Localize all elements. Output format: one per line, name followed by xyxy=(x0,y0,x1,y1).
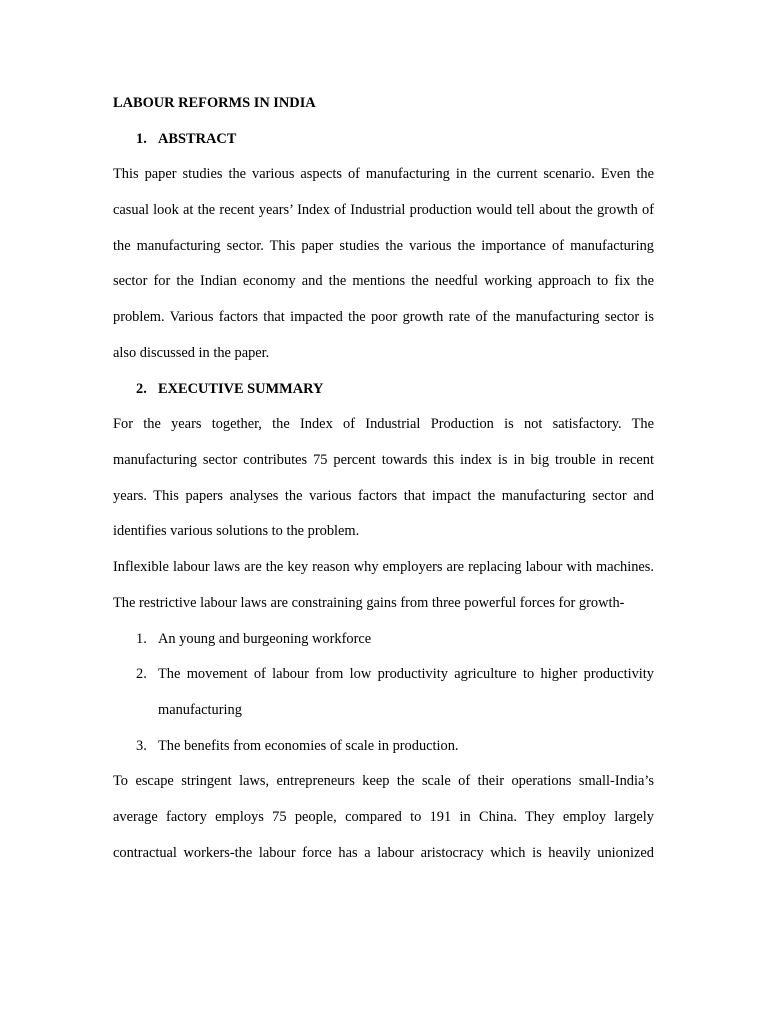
list-item-text: The movement of labour from low productivity agriculture to higher productivity manufacturing xyxy=(158,666,654,718)
growth-forces-list xyxy=(113,622,654,765)
section-heading-text: ABSTRACT xyxy=(158,130,237,147)
document-title: LABOUR REFORMS IN INDIA xyxy=(113,95,316,111)
section-number: 2. xyxy=(136,380,147,397)
abstract-paragraph: This paper studies the various aspects of manufacturing in the current scenario. Even the casual look at the recent years’ Index of Industrial production would tell about the growth of the manufacturing sector. This paper studies the various the importance of manufacturing sector for the Indian economy and the mentions the needful working approach to fix the problem. Various factors that impacted the poor growth rate of the manufacturing sector is also discussed in the paper. xyxy=(113,166,654,361)
section-number: 1. xyxy=(136,130,147,147)
section-heading-text: EXECUTIVE SUMMARY xyxy=(158,380,324,397)
list-item xyxy=(113,622,654,658)
section-heading-executive-summary xyxy=(113,372,654,408)
section-heading-abstract xyxy=(113,122,654,158)
summary-paragraph: To escape stringent laws, entrepreneurs keep the scale of their operations small-India’s average factory employs 75 people, compared to 191 in China. They employ largely contractual workers-the labour force has a labour aristocracy which is heavily unionized xyxy=(113,773,654,861)
summary-paragraph: For the years together, the Index of Industrial Production is not satisfactory. The manufacturing sector contributes 75 percent towards this index is in big trouble in recent years. This papers analyses the various factors that impact the manufacturing sector and identifies various solutions to the problem. xyxy=(113,416,654,540)
list-item xyxy=(113,729,654,765)
list-item-number: 3. xyxy=(136,737,147,754)
list-item-number: 1. xyxy=(136,630,147,647)
list-item-text: An young and burgeoning workforce xyxy=(158,630,372,647)
list-item xyxy=(113,657,654,728)
list-item-text: The benefits from economies of scale in production. xyxy=(158,737,459,754)
summary-paragraph: Inflexible labour laws are the key reason why employers are replacing labour with machines. The restrictive labour laws are constraining gains from three powerful forces for growth- xyxy=(113,559,654,611)
list-item-number: 2. xyxy=(136,666,147,683)
document-page xyxy=(113,86,654,871)
